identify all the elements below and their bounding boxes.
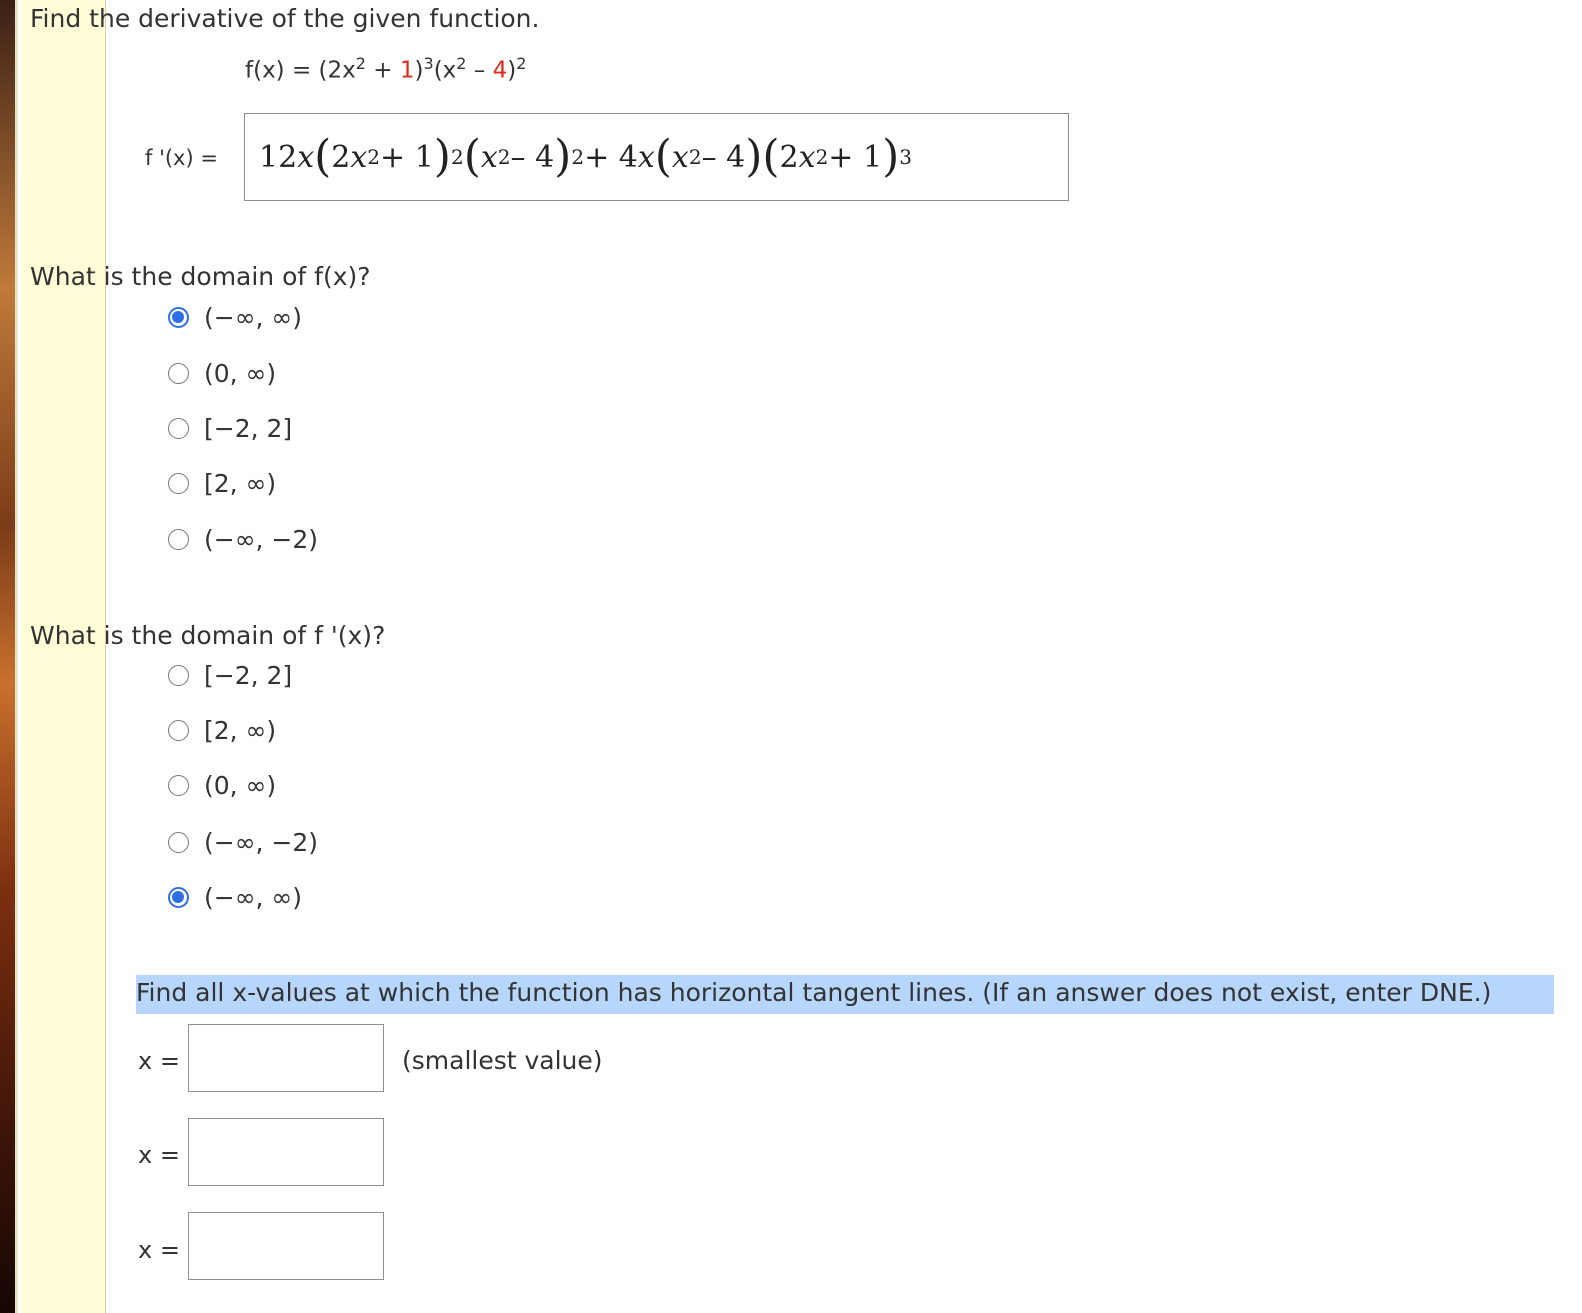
domain-f-option-3[interactable]: [−2, 2] [168, 414, 292, 443]
x-value-input-3[interactable] [188, 1212, 384, 1280]
radio-icon[interactable] [168, 418, 189, 439]
radio-icon[interactable] [168, 473, 189, 494]
derivative-answer-box[interactable]: 12 x ( 2 x 2 + 1 ) 2 ( x 2 – 4 ) 2 + 4 x ( x 2 – 4 ) ( 2 x 2 + 1 ) 3 [244, 113, 1069, 201]
x-value-input-2[interactable] [188, 1118, 384, 1186]
domain-f-option-2[interactable]: (0, ∞) [168, 359, 276, 388]
smallest-value-hint: (smallest value) [402, 1046, 603, 1075]
domain-f-option-5[interactable]: (−∞, −2) [168, 525, 318, 554]
domain-fprime-option-5[interactable]: (−∞, ∞) [168, 883, 302, 912]
radio-icon[interactable] [168, 363, 189, 384]
domain-f-option-1[interactable]: (−∞, ∞) [168, 303, 302, 332]
x-label-2: x = [138, 1141, 180, 1169]
question-margin-panel [21, 0, 106, 1313]
horizontal-tangent-question: Find all x-values at which the function has horizontal tangent lines. (If an answer does not exist, enter DNE.) [136, 978, 1492, 1007]
radio-icon[interactable] [168, 665, 189, 686]
domain-fprime-question: What is the domain of f '(x)? [30, 621, 386, 650]
domain-fprime-option-3[interactable]: (0, ∞) [168, 771, 276, 800]
domain-fprime-option-1[interactable]: [−2, 2] [168, 661, 292, 690]
function-formula: $f(x) = (2x^2 + 1)^3(x^2 - 4)^2$ [245, 54, 527, 84]
domain-f-question: What is the domain of f(x)? [30, 262, 371, 291]
radio-selected-icon[interactable] [168, 887, 189, 908]
domain-fprime-option-4[interactable]: (−∞, −2) [168, 828, 318, 857]
x-label-1: x = [138, 1047, 180, 1075]
radio-icon[interactable] [168, 720, 189, 741]
x-value-input-1[interactable] [188, 1024, 384, 1092]
derivative-label: f '(x) = [145, 146, 218, 170]
radio-selected-icon[interactable] [168, 307, 189, 328]
domain-fprime-option-2[interactable]: [2, ∞) [168, 716, 276, 745]
instruction-text: Find the derivative of the given function. [30, 4, 540, 33]
x-label-3: x = [138, 1236, 180, 1264]
radio-icon[interactable] [168, 832, 189, 853]
radio-icon[interactable] [168, 529, 189, 550]
radio-icon[interactable] [168, 775, 189, 796]
domain-f-option-4[interactable]: [2, ∞) [168, 469, 276, 498]
window-edge [0, 0, 18, 1313]
